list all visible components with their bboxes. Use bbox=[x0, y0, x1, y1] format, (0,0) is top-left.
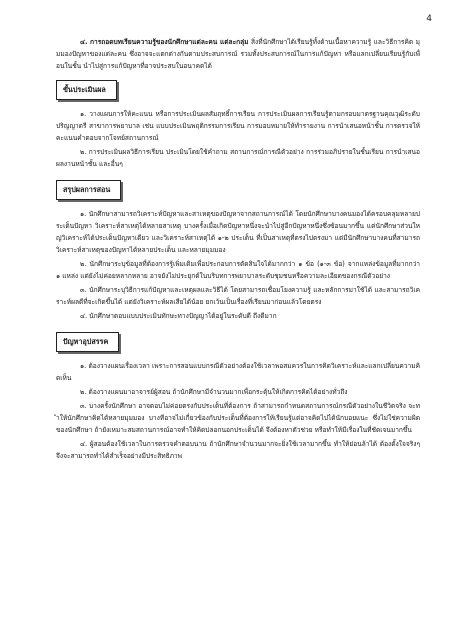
section-obstacles bbox=[56, 326, 420, 462]
list-item: ๑. ต้องวางแผนเรื่องเวลา เพราะการสอนแบบกรณีตัวอย่างต้องใช้เวลาพอสมควรในการคิดวิเคราะห์และแลกเปลี่ยนความคิดเห็น bbox=[56, 362, 420, 382]
section-summary bbox=[56, 174, 420, 322]
section-evaluation bbox=[56, 74, 420, 170]
section-heading: สรุปผลการสอน bbox=[56, 180, 121, 200]
section-heading: ขั้นประเมินผล bbox=[56, 80, 117, 100]
intro-title: การถอดบทเรียนความรู้ของนักศึกษาแต่ละคน แต่ละกลุ่ม bbox=[90, 38, 249, 46]
page-number: 4 bbox=[426, 14, 432, 24]
list-item: ๑. วางแผนการให้คะแนน หรือการประเมินผลสัมฤทธิ์การเรียน การประเมินผลการเรียนรู้ตามกรอบมาตรฐานคุณวุฒิระดับปริญญาตรี สาขาการพยาบาล เช่น แบบประเมินพฤติกรรมการเรียน การมอบหมายให้ทำรายงาน การนำเสนอหน้าชั้น การตรวจให้คะแนนคำตอบจากโจทย์สถานการณ์ bbox=[56, 110, 420, 142]
intro-number: ๔. bbox=[80, 38, 88, 46]
intro-text: สิ่งที่นักศึกษาได้เรียนรู้ทั้งด้านเนื้อหาความรู้ และวิธีการคิด มุมมองปัญหาของแต่ละคน ซึ่งอาจจะแตกต่างกันตามประสบการณ์ รวมทั้งประสบการณ์ในการแก้ปัญหา หรือแลกเปลี่ยนเรียนรู้กับเพื่อนในชั้น นำไปสู่การแก้ปัญหาที่อาจประสบในอนาคตได้ bbox=[56, 38, 420, 70]
list-item: ๑. นักศึกษาสามารถวิเคราะห์ปัญหาและสาเหตุของปัญหาจากสถานการณ์ได้ โดยนักศึกษาบางคนมองได้ครอบคลุมหลายประเด็นปัญหา วิเคราะห์สาเหตุได้หลายสาเหตุ บางครั้งเมื่อเกิดปัญหาหนึ่งจะนำไปสู่อีกปัญหาหนึ่งซึ่งซ้อนมากขึ้น แต่นักศึกษาส่วนใหญ่วิเคราะห์ได้ประเด็นปัญหาเดียว และวิเคราะห์สาเหตุได้ ๑-๒ ประเด็น ที่เป็นสาเหตุที่ตรงไปตรงมา แต่มีนักศึกษาบางคนที่สามารถวิเคราะห์สาเหตุของปัญหาได้หลายประเด็น และหลายมุมมอง bbox=[56, 210, 420, 254]
intro-paragraph bbox=[56, 36, 420, 72]
document-body bbox=[56, 36, 420, 466]
list-item: ๒. การประเมินผลวิธีการเรียน ประเมินโดยใช้คำถาม สถานการณ์การณีตัวอย่าง การร่วมอภิปรายในชั้นเรียน การนำเสนอผลงานหน้าชั้น และอื่นๆ bbox=[56, 148, 420, 168]
list-item: ๓. นักศึกษาระบุวิธีการแก้ปัญหาและเหตุผลและวิธีได้ โดยสามารถเชื่อมโยงความรู้ และหลักการมาใช้ได้ และสามารถวิเคราะห์ผลดีที่จะเกิดขึ้นได้ แต่ยังวิเคราะห์ผลเสียได้น้อย ยกเว้นเป็นเรื่องที่เรียนมาก่อนแล้วโดยตรง bbox=[56, 286, 420, 306]
list-item: ๔. นักศึกษาตอบแบบประเมินทักษะทางปัญญาได้อยู่ในระดับดี ถึงดีมาก bbox=[80, 312, 277, 320]
list-item: ๓. บางครั้งนักศึกษา อาจตอบไม่ค่อยตรงกับประเด็นที่ต้องการ ถ้าสามารถกำหนดสถานการณ์กรณีตัวอย่างในชีวิตจริง จะทำให้นักศึกษาคิดได้หลายมุมมอง บางทีอาจไม่เกี่ยวข้องกับประเด็นที่ต้องการให้เรียนรู้แต่อาจคิดไปได้นักบอยแนะ ซึ่งไม่ใช่ความผิดของนักศึกษา ถ้ายังเหมาะสมสถานการณ์อาจทำให้คิดปลอกนอกประเด็นได้ จึงต้องหาตัวช่วย หรือทำให้มีเรื่องในที่ชัดเจนมากขึ้น bbox=[56, 402, 420, 434]
list-item: ๒. นักศึกษาระบุข้อมูลที่ต้องการรู้เพิ่มเติมเพื่อประกอบการตัดสินใจได้มากกว่า ๑ ข้อ (๑-๓ ข้อ) จากแหล่งข้อมูลที่มากกว่า ๑ แหล่ง แต่ยังไม่ค่อยหลากหลาย อาจยังไม่ประยุกต์ในบริบทการพยาบาลระดับชุมชนหรือความละเอียดของกรณีตัวอย่าง bbox=[56, 260, 420, 280]
list-item: ๔. ผู้สอนต้องใช้เวลาในการตรวจคำตอบนาน ถ้านักศึกษาจำนวนมากจะยิ่งใช้เวลามากขึ้น ทำให้ย่อนล้าได้ ต้องตั้งใจจริงๆจึงจะสามารถทำได้สำเร็จอย่างมีประสิทธิภาพ bbox=[56, 440, 420, 460]
list-item: ๒. ต้องวางแผนมาอาจารย์ผู้สอน ถ้านักศึกษามีจำนวนมากเพื่อกระตุ้นให้เกิดการคิดได้อย่างทั่วถึง bbox=[80, 388, 348, 396]
section-heading: ปัญหาอุปสรรค bbox=[56, 332, 119, 352]
